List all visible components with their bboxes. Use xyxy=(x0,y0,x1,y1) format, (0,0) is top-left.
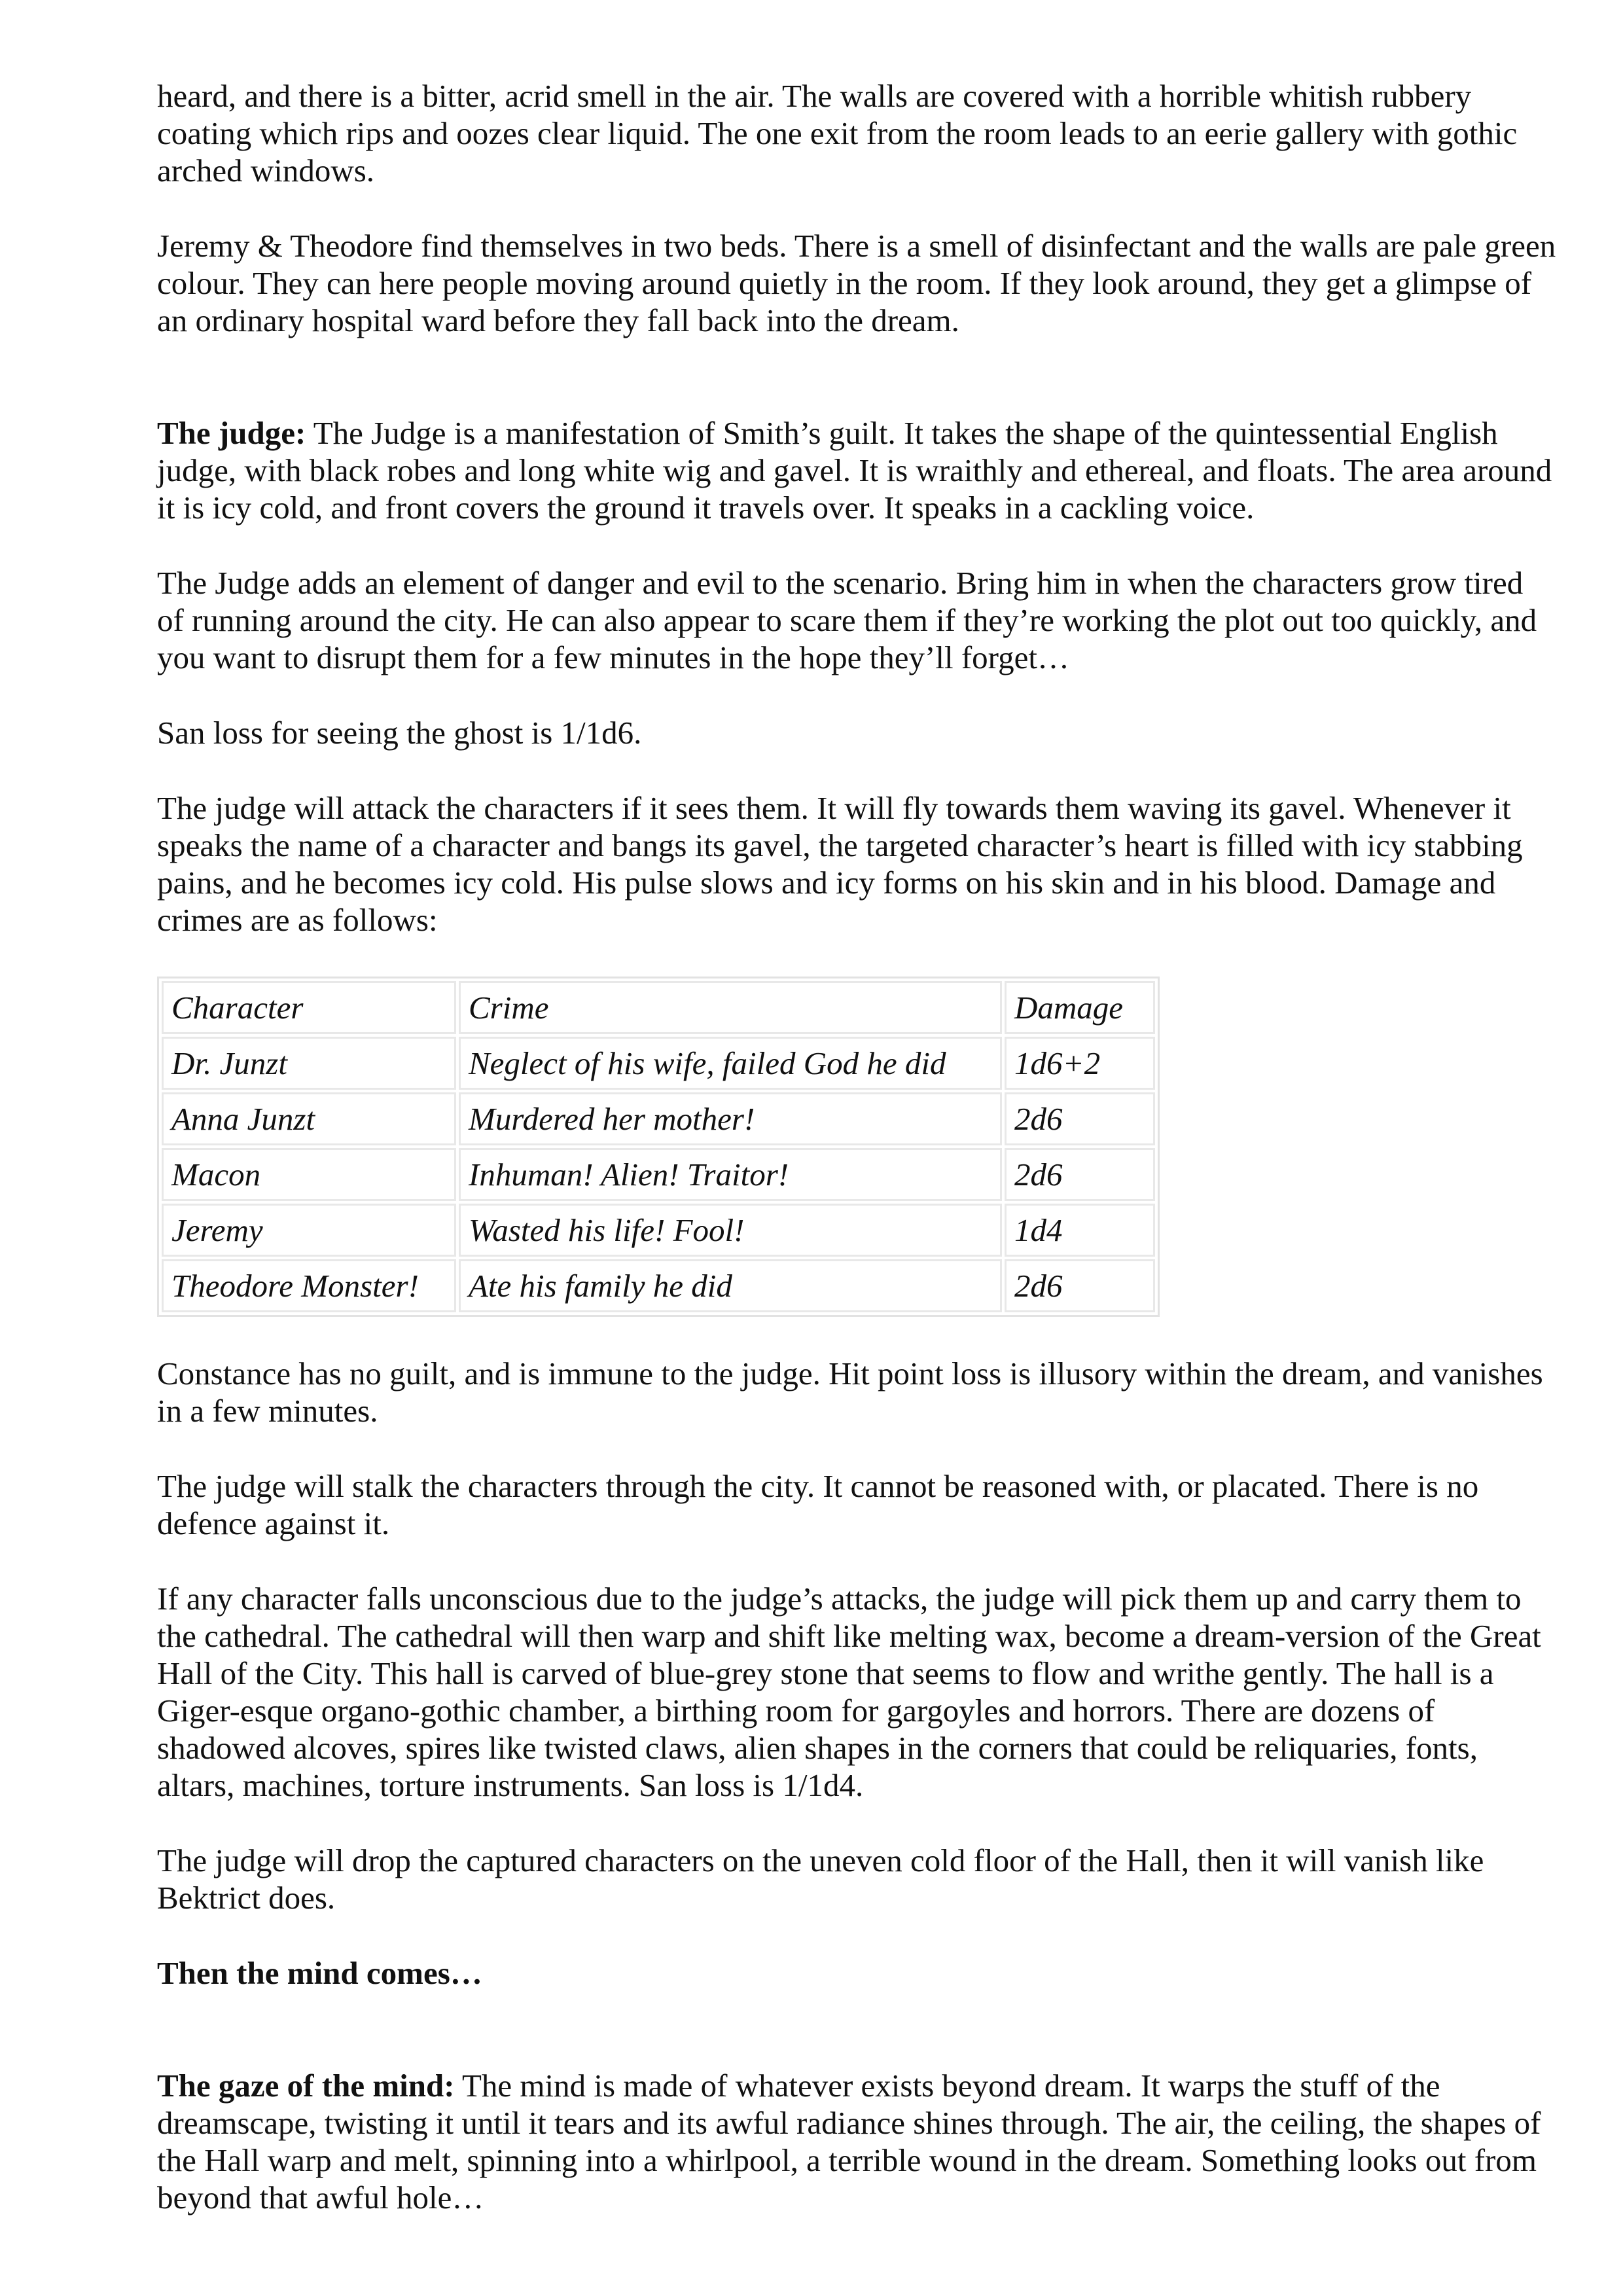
table-cell-character: Jeremy xyxy=(162,1204,456,1257)
paragraph-judge-vanish: The judge will drop the captured characters on the uneven cold floor of the Hall, then it will vanish like Bektrict does. xyxy=(157,1842,1484,1916)
paragraph-gaze-of-mind xyxy=(157,2067,1558,2216)
table-row xyxy=(162,1204,1155,1257)
paragraph-judge-intro xyxy=(157,414,1558,526)
mind-heading: The gaze of the mind: xyxy=(157,2068,455,2104)
paragraph-gallery: heard, and there is a bitter, acrid smell in the air. The walls are covered with a horrible whitish rubbery coating which rips and oozes clear liquid. The one exit from the room leads to an eerie gallery with gothic arched windows. xyxy=(157,78,1518,188)
paragraph-great-hall: If any character falls unconscious due to the judge’s attacks, the judge will pick them up and carry them to the cathedral. The cathedral will then warp and shift like melting wax, become a dream-version of the Great Hall of the City. This hall is carved of blue-grey stone that seems to flow and writhe gently. The hall is a Giger-esque organo-gothic chamber, a birthing room for gargoyles and horrors. There are dozens of shadowed alcoves, spires like twisted claws, alien shapes in the corners that could be reliquaries, fonts, altars, machines, torture instruments. San loss is 1/1d4. xyxy=(157,1581,1541,1803)
table-row xyxy=(162,1259,1155,1312)
table-cell-character: Macon xyxy=(162,1148,456,1201)
table-cell-crime: Inhuman! Alien! Traitor! xyxy=(459,1148,1002,1201)
table-cell-character: Anna Junzt xyxy=(162,1092,456,1145)
table-header-row xyxy=(162,981,1155,1034)
paragraph-hospital-ward: Jeremy & Theodore find themselves in two beds. There is a smell of disinfectant and the walls are pale green colour. They can here people moving around quietly in the room. If they look around, they get a glimpse of an ordinary hospital ward before they fall back into the dream. xyxy=(157,228,1556,338)
table-cell-damage: 2d6 xyxy=(1005,1148,1155,1201)
table-row xyxy=(162,1148,1155,1201)
paragraph-judge-attack: The judge will attack the characters if it sees them. It will fly towards them waving its gavel. Whenever it speaks the name of a character and bangs its gavel, the targeted character’s heart is filled with icy stabbing pains, and he becomes icy cold. His pulse slows and icy forms on his skin and in his blood. Damage and crimes are as follows: xyxy=(157,790,1523,938)
table-header-damage: Damage xyxy=(1005,981,1155,1034)
judge-description: The Judge is a manifestation of Smith’s guilt. It takes the shape of the quintessential English judge, with black robes and long white wig and gavel. It is wraithly and ethereal, and floats. The area around it is icy cold, and front covers the ground it travels over. It speaks in a cackling voice. xyxy=(157,415,1552,526)
paragraph-constance: Constance has no guilt, and is immune to the judge. Hit point loss is illusory within the dream, and vanishes in a few minutes. xyxy=(157,1355,1543,1429)
table-cell-crime: Wasted his life! Fool! xyxy=(459,1204,1002,1257)
table-row xyxy=(162,1037,1155,1090)
table-cell-damage: 2d6 xyxy=(1005,1259,1155,1312)
table-cell-crime: Murdered her mother! xyxy=(459,1092,1002,1145)
paragraph-judge-stalk: The judge will stalk the characters through the city. It cannot be reasoned with, or placated. There is no defence against it. xyxy=(157,1468,1479,1541)
table-cell-character: Theodore Monster! xyxy=(162,1259,456,1312)
crimes-table xyxy=(157,977,1160,1317)
paragraph-mind-comes xyxy=(157,1954,1558,1992)
table-cell-damage: 1d6+2 xyxy=(1005,1037,1155,1090)
table-cell-damage: 2d6 xyxy=(1005,1092,1155,1145)
document-page xyxy=(157,77,1558,2216)
table-row xyxy=(162,1092,1155,1145)
mind-description: The mind is made of whatever exists beyond dream. It warps the stuff of the dreamscape, twisting it until it tears and its awful radiance shines through. The air, the ceiling, the shapes of the Hall warp and melt, spinning into a whirlpool, a terrible wound in the dream. Something looks out from beyond that awful hole… xyxy=(157,2068,1541,2215)
judge-heading: The judge: xyxy=(157,415,306,451)
table-header-crime: Crime xyxy=(459,981,1002,1034)
table-cell-crime: Ate his family he did xyxy=(459,1259,1002,1312)
paragraph-judge-usage: The Judge adds an element of danger and evil to the scenario. Bring him in when the characters grow tired of running around the city. He can also appear to scare them if they’re working the plot out too quickly, and you want to disrupt them for a few minutes in the hope they’ll forget… xyxy=(157,565,1537,675)
table-cell-damage: 1d4 xyxy=(1005,1204,1155,1257)
mind-comes-heading: Then the mind comes… xyxy=(157,1955,482,1991)
paragraph-san-loss: San loss for seeing the ghost is 1/1d6. xyxy=(157,715,642,751)
table-cell-crime: Neglect of his wife, failed God he did xyxy=(459,1037,1002,1090)
table-header-character: Character xyxy=(162,981,456,1034)
table-cell-character: Dr. Junzt xyxy=(162,1037,456,1090)
